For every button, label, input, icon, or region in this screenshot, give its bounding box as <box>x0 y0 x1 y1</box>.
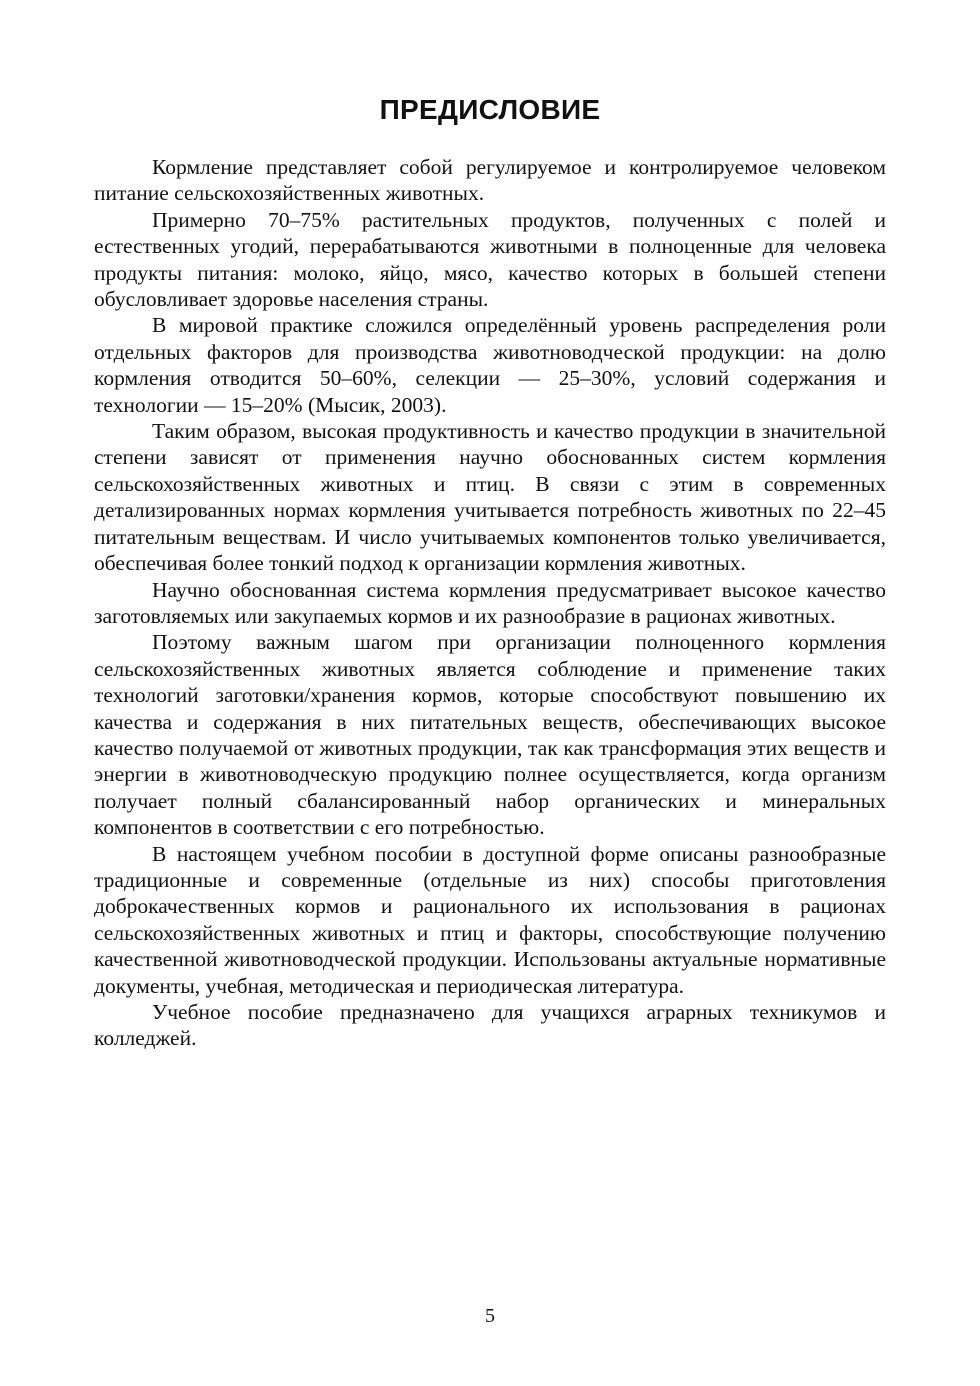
page-number: 5 <box>485 1305 495 1327</box>
paragraph-7: В настоящем учебном пособии в доступной форме описаны разнообразные традиционные и современные (отдельные из них) способы приготовления доброкачественных кормов и рационального их использования в рационах сельскохозяйственных животных и птиц и факторы, способствующие получению качественной животноводческой продукции. Использованы актуальные нормативные документы, учебная, методическая и периодическая литература. <box>94 841 886 998</box>
document-page <box>94 92 886 1052</box>
paragraph-1: Кормление представляет собой регулируемое и контролируемое человеком питание сельскохозяйственных животных. <box>94 155 886 206</box>
paragraph-3: В мировой практике сложился определённый уровень распределения роли отдельных факторов для производства животноводческой продукции: на долю кормления отводится 50–60%, селекции — 25–30%, условий содержания и технологии — 15–20% (Мысик, 2003). <box>94 313 886 417</box>
paragraph-8: Учебное пособие предназначено для учащихся аграрных техникумов и колледжей. <box>94 1000 886 1051</box>
page-title: ПРЕДИСЛОВИЕ <box>379 94 601 125</box>
paragraph-4: Таким образом, высокая продуктивность и качество продукции в значительной степени зависят от применения научно обоснованных систем кормления сельскохозяйственных животных и птиц. В связи с этим в современных детализированных нормах кормления учитывается потребность животных по 22–45 питательным веществам. И число учитываемых компонентов только увеличивается, обеспечивая более тонкий подход к организации кормления животных. <box>94 419 886 576</box>
paragraph-2: Примерно 70–75% растительных продуктов, полученных с полей и естественных угодий, перерабатываются животными в полноценные для человека продукты питания: молоко, яйцо, мясо, качество которых в большей степени обусловливает здоровье населения страны. <box>94 207 886 312</box>
paragraph-6: Поэтому важным шагом при организации полноценного кормления сельскохозяйственных животных является соблюдение и применение таких технологий заготовки/хранения кормов, которые способствуют повышению их качества и содержания в них питательных веществ, обеспечивающих высокое качество получаемой от животных продукции, так как трансформация этих веществ и энергии в животноводческую продукцию полнее осуществляется, когда организм получает полный сбалансированный набор органических и минеральных компонентов в соответствии с его потребностью. <box>94 630 886 840</box>
paragraph-5: Научно обоснованная система кормления предусматривает высокое качество заготовляемых или закупаемых кормов и их разнообразие в рационах животных. <box>94 577 886 628</box>
